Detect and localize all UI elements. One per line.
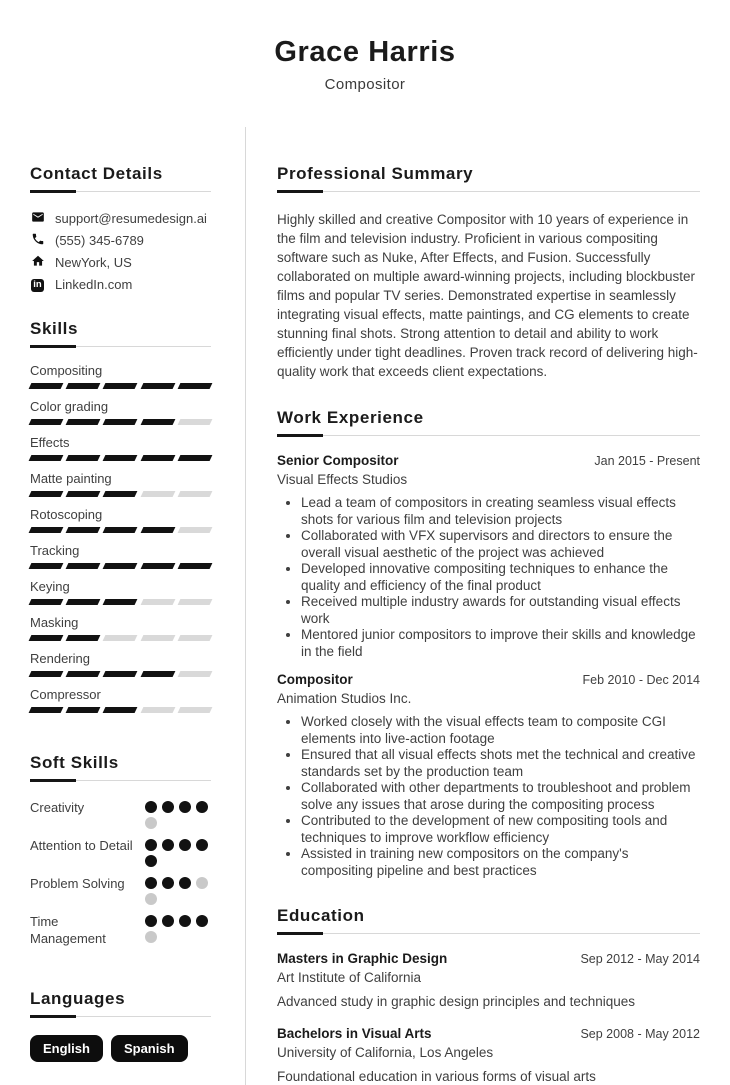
skill-bar-segment: [29, 563, 64, 569]
skill-item: [30, 687, 211, 713]
summary-section: [277, 164, 700, 381]
skill-bar-segment: [103, 383, 138, 389]
job-entry: [277, 453, 700, 660]
skill-bar-segment: [177, 383, 212, 389]
skill-name: Tracking: [30, 543, 80, 558]
soft-skill-item: [30, 875, 211, 905]
skill-bar-segment: [140, 635, 175, 641]
person-name: Grace Harris: [274, 36, 456, 68]
contact-item: [30, 255, 211, 271]
soft-skills-section: [30, 753, 211, 947]
skill-bar: [30, 491, 211, 497]
skill-bar-segment: [140, 419, 175, 425]
home-icon: [30, 256, 45, 271]
rating-dot: [162, 877, 174, 889]
rating-dot: [162, 839, 174, 851]
skill-bar-segment: [177, 707, 212, 713]
skill-name: Color grading: [30, 399, 109, 414]
skill-bar-segment: [29, 707, 64, 713]
rating-dot: [145, 915, 157, 927]
experience-section-title: Work Experience: [277, 408, 424, 427]
contact-item-text: (555) 345-6789: [55, 233, 144, 248]
section-title-rule: [30, 779, 211, 782]
skill-bar-segment: [140, 491, 175, 497]
job-bullet: • Mentored junior compositors to improve their skills and knowledge in the field: [301, 627, 700, 660]
job-bullet: • Developed innovative compositing techniques to enhance the quality and efficiency of the final product: [301, 561, 700, 594]
skill-bar-segment: [29, 383, 64, 389]
rating-dot: [162, 801, 174, 813]
rating-dot: [179, 839, 191, 851]
contact-section-title: Contact Details: [30, 164, 163, 183]
rating-dot: [162, 915, 174, 927]
skill-name: Compositing: [30, 363, 103, 378]
skill-bar-segment: [29, 635, 64, 641]
job-entry: [277, 672, 700, 879]
soft-skill-rating: [145, 913, 211, 943]
skill-bar-segment: [140, 455, 175, 461]
skill-item: [30, 651, 211, 677]
skill-bar-segment: [140, 599, 175, 605]
skill-bar-segment: [103, 491, 138, 497]
resume-header: [0, 0, 730, 93]
job-bullet: • Received multiple industry awards for outstanding visual effects work: [301, 594, 700, 627]
skill-bar: [30, 599, 211, 605]
skill-bar-segment: [29, 527, 64, 533]
phone-icon: [30, 234, 45, 249]
soft-skill-name: Time Management: [30, 914, 106, 946]
soft-skill-item: [30, 837, 211, 867]
soft-skills-list: [30, 799, 211, 947]
education-degree: Bachelors in Visual Arts: [277, 1026, 432, 1041]
skill-bar-segment: [177, 455, 212, 461]
skill-bar: [30, 455, 211, 461]
languages-section: [30, 989, 211, 1062]
skill-bar-segment: [29, 455, 64, 461]
education-school: University of California, Los Angeles: [277, 1045, 494, 1060]
rating-dot: [145, 817, 157, 829]
rating-dot: [145, 931, 157, 943]
rating-dot: [196, 839, 208, 851]
skill-name: Compressor: [30, 687, 101, 702]
skill-item: [30, 363, 211, 389]
resume-body: [0, 127, 730, 1085]
skill-bar-segment: [103, 707, 138, 713]
soft-skills-section-title: Soft Skills: [30, 753, 119, 772]
skill-bar-segment: [103, 563, 138, 569]
skill-name: Matte painting: [30, 471, 112, 486]
skills-section: [30, 319, 211, 713]
job-dates: Feb 2010 - Dec 2014: [582, 673, 700, 687]
education-entry: [277, 951, 700, 1010]
skill-name: Keying: [30, 579, 70, 594]
contact-section: [30, 164, 211, 293]
job-role: Compositor: [277, 672, 353, 687]
job-bullet-list: [277, 495, 700, 660]
skill-bar-segment: [66, 671, 101, 677]
skill-bar-segment: [140, 383, 175, 389]
job-header: [277, 453, 700, 469]
languages-list: [30, 1035, 211, 1062]
job-company: Visual Effects Studios: [277, 472, 408, 487]
skill-bar-segment: [103, 599, 138, 605]
jobs-list: [277, 453, 700, 879]
skill-bar-segment: [177, 563, 212, 569]
skill-bar: [30, 635, 211, 641]
skill-bar-segment: [140, 671, 175, 677]
linkedin-icon: in: [30, 278, 45, 293]
skill-item: [30, 435, 211, 461]
soft-skill-item: [30, 913, 211, 947]
skill-item: [30, 507, 211, 533]
contact-item: [30, 233, 211, 249]
skill-bar: [30, 383, 211, 389]
language-badge: Spanish: [111, 1035, 188, 1062]
skill-bar-segment: [177, 419, 212, 425]
section-title-rule: [277, 190, 700, 193]
skill-bar-segment: [140, 563, 175, 569]
soft-skill-item: [30, 799, 211, 829]
skill-name: Rendering: [30, 651, 90, 666]
skill-bar-segment: [29, 671, 64, 677]
skill-name: Rotoscoping: [30, 507, 103, 522]
skill-item: [30, 579, 211, 605]
contact-list: [30, 211, 211, 293]
contact-item-text: NewYork, US: [55, 255, 132, 270]
soft-skill-rating: [145, 837, 211, 867]
experience-section: [277, 408, 700, 879]
rating-dot: [196, 915, 208, 927]
rating-dot: [145, 855, 157, 867]
job-bullet: • Contributed to the development of new compositing tools and techniques to improve workflow efficiency: [301, 813, 700, 846]
skill-bar: [30, 419, 211, 425]
soft-skill-name: Creativity: [30, 800, 85, 815]
job-bullet: • Lead a team of compositors in creating seamless visual effects shots for various film and television projects: [301, 495, 700, 528]
contact-item-text: support@resumedesign.ai: [55, 211, 207, 226]
rating-dot: [145, 801, 157, 813]
section-title-rule: [277, 434, 700, 437]
skill-bar-segment: [29, 599, 64, 605]
education-description: Foundational education in various forms of visual arts: [277, 1069, 596, 1084]
contact-item: [30, 277, 211, 293]
skill-bar: [30, 707, 211, 713]
skill-name: Masking: [30, 615, 79, 630]
education-school: Art Institute of California: [277, 970, 422, 985]
contact-item: [30, 211, 211, 227]
soft-skill-name: Problem Solving: [30, 876, 125, 891]
section-title-rule: [277, 932, 700, 935]
skill-item: [30, 543, 211, 569]
education-header: [277, 1026, 700, 1042]
rating-dot: [179, 877, 191, 889]
skill-bar: [30, 527, 211, 533]
skill-bar-segment: [103, 671, 138, 677]
job-bullet: • Worked closely with the visual effects team to composite CGI elements into live-action footage: [301, 714, 700, 747]
skill-bar-segment: [66, 455, 101, 461]
education-dates: Sep 2012 - May 2014: [580, 952, 700, 966]
soft-skill-rating: [145, 875, 211, 905]
skill-bar-segment: [29, 491, 64, 497]
skill-bar-segment: [66, 383, 101, 389]
education-dates: Sep 2008 - May 2012: [580, 1027, 700, 1041]
rating-dot: [196, 877, 208, 889]
skill-bar-segment: [140, 707, 175, 713]
education-degree: Masters in Graphic Design: [277, 951, 448, 966]
skill-bar-segment: [103, 635, 138, 641]
language-badge: English: [30, 1035, 103, 1062]
skills-section-title: Skills: [30, 319, 79, 338]
education-entry: [277, 1026, 700, 1085]
skill-bar-segment: [66, 707, 101, 713]
rating-dot: [179, 915, 191, 927]
person-job-title: Compositor: [324, 76, 406, 93]
sidebar: [0, 127, 246, 1085]
section-title-rule: [30, 1015, 211, 1018]
soft-skill-name: Attention to Detail: [30, 838, 133, 853]
skill-bar-segment: [29, 419, 64, 425]
skill-bar-segment: [177, 671, 212, 677]
job-role: Senior Compositor: [277, 453, 399, 468]
skill-bar: [30, 671, 211, 677]
education-list: [277, 951, 700, 1085]
skill-bar-segment: [66, 491, 101, 497]
skill-name: Effects: [30, 435, 70, 450]
section-title-rule: [30, 345, 211, 348]
rating-dot: [179, 801, 191, 813]
soft-skill-rating: [145, 799, 211, 829]
skill-bar-segment: [66, 419, 101, 425]
skill-bar-segment: [140, 527, 175, 533]
skill-bar-segment: [66, 527, 101, 533]
skill-bar-segment: [103, 455, 138, 461]
education-description: Advanced study in graphic design principles and techniques: [277, 994, 635, 1009]
skill-bar: [30, 563, 211, 569]
job-bullet: • Assisted in training new compositors on the company's compositing pipeline and best practices: [301, 846, 700, 879]
job-bullet: • Collaborated with VFX supervisors and directors to ensure the overall visual aesthetic of the project was achieved: [301, 528, 700, 561]
skill-item: [30, 399, 211, 425]
education-section: [277, 906, 700, 1085]
summary-section-title: Professional Summary: [277, 164, 474, 183]
job-bullet: • Ensured that all visual effects shots met the technical and creative standards set by the production team: [301, 747, 700, 780]
rating-dot: [145, 839, 157, 851]
email-icon: [30, 212, 45, 227]
job-bullet: • Collaborated with other departments to troubleshoot and problem solve any issues that arose during the compositing process: [301, 780, 700, 813]
skill-item: [30, 615, 211, 641]
skills-list: [30, 363, 211, 713]
skill-bar-segment: [103, 527, 138, 533]
skill-item: [30, 471, 211, 497]
job-company: Animation Studios Inc.: [277, 691, 412, 706]
skill-bar-segment: [177, 491, 212, 497]
skill-bar-segment: [177, 527, 212, 533]
main-column: [246, 127, 730, 1085]
skill-bar-segment: [66, 599, 101, 605]
skill-bar-segment: [103, 419, 138, 425]
skill-bar-segment: [66, 563, 101, 569]
contact-item-text: LinkedIn.com: [55, 277, 133, 292]
rating-dot: [145, 893, 157, 905]
job-bullet-list: [277, 714, 700, 879]
skill-bar-segment: [177, 599, 212, 605]
job-header: [277, 672, 700, 688]
education-section-title: Education: [277, 906, 365, 925]
rating-dot: [145, 877, 157, 889]
languages-section-title: Languages: [30, 989, 126, 1008]
section-title-rule: [30, 190, 211, 193]
job-dates: Jan 2015 - Present: [594, 454, 700, 468]
education-header: [277, 951, 700, 967]
summary-text: Highly skilled and creative Compositor with 10 years of experience in the film and television industry. Proficient in various compositing software such as Nuke, After Effects, and Fusion. Successfully collaborated on multiple award-winning projects, including blockbuster films and popular TV series. Demonstrated expertise in seamlessly integrating visual effects, matte paintings, and CG elements to create stunning final shots. Strong attention to detail and ability to work efficiently under tight deadlines. Proven track record of delivering high-quality work that exceeds client expectations.: [277, 212, 698, 379]
skill-bar-segment: [177, 635, 212, 641]
rating-dot: [196, 801, 208, 813]
skill-bar-segment: [66, 635, 101, 641]
